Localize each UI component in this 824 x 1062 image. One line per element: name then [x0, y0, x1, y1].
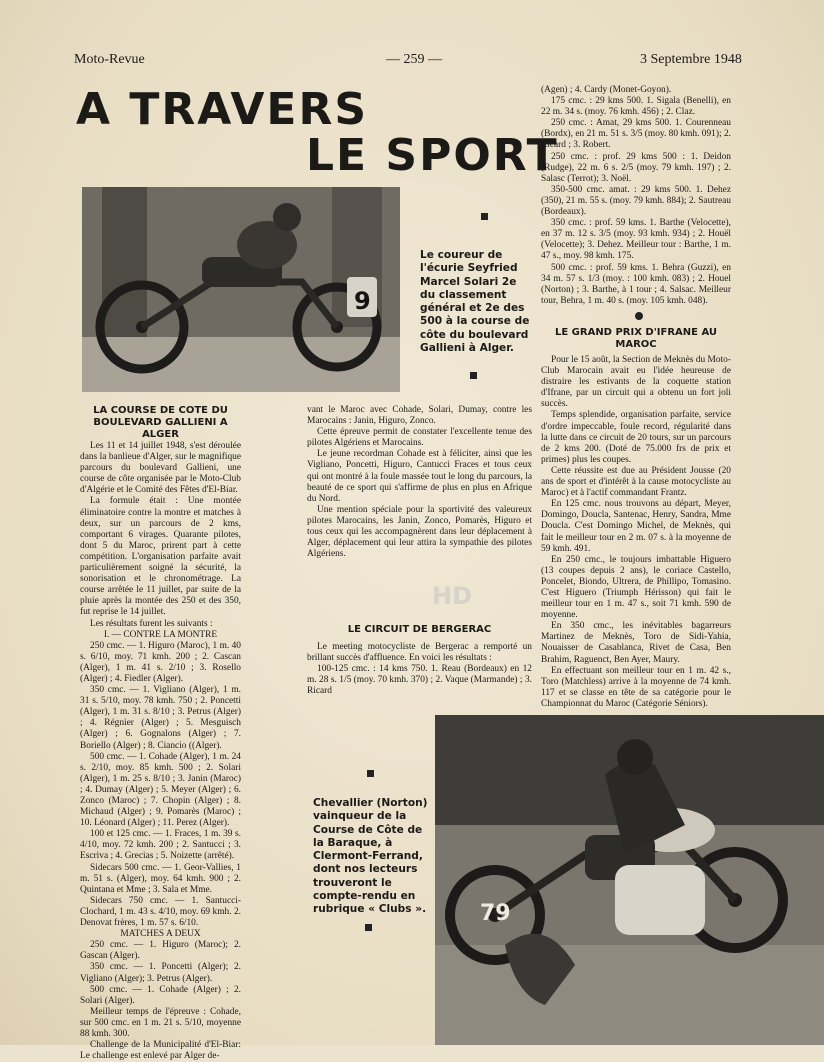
paragraph: Le meeting motocycliste de Bergerac a remporté un brillant succès d'affluence. En voici les résultats : — [307, 642, 532, 664]
result-line: 250 cmc. — 1. Higuro (Maroc); 2. Gascan (Alger). — [80, 940, 241, 962]
paragraph: En effectuant son meilleur tour en 1 m. 42 s., Toro (Matchless) arrive à la moyenne de 74 kmh. 117 et se classe en tête de sa catégorie pour le Championnat du Maroc (Catégorie Séniors). — [541, 665, 731, 709]
paragraph: Le jeune recordman Cohade est à féliciter, ainsi que les Vigliano, Poncetti, Higuro, Cantucci Fraces et tous ceux qui ont montré à la foule massée tout le long du parcours, la beauté de ce sport qui s'affirme de plus en plus en Afrique du Nord. — [307, 449, 532, 504]
paragraph: Une mention spéciale pour la sportivité des valeureux pilotes Marocains, les Janin, Zonco, Pomarès, Higuro et tous ceux qui les accompagnèrent dans leur déplacement à Alger, déplacement qui leur attira la sympathie des pilotes Algériens. — [307, 504, 532, 560]
result-line: 500 cmc. — 1. Cohade (Alger) ; 2. Solari (Alger). — [80, 984, 241, 1006]
title-line-1: A TRAVERS — [76, 84, 369, 135]
article-heading-ifrane: LE GRAND PRIX D'IFRANE AU MAROC — [554, 327, 717, 350]
paragraph: Challenge de la Municipalité d'El-Biar: Le challenge est enlevé par Alger de- — [80, 1040, 241, 1062]
photo-chevallier-motorcycle — [435, 715, 824, 1045]
issue-date: 3 Septembre 1948 — [640, 52, 742, 67]
solari-motorcycle-image — [82, 187, 400, 392]
result-line: 500 cmc. : prof. 59 kms. 1. Behra (Guzzi), en 34 m. 57 s. 1/3 (moy. : 100 kmh. 083) ; 2. Houel (Norton) ; 3. Barthe, à 1 tour ; 4. Salsac. Meilleur tour, Behra, 1 m. 40 s. (moy. 105 kmh. 048). — [541, 262, 731, 306]
photo-solari-motorcycle — [82, 187, 400, 392]
paragraph: Les résultats furent les suivants : — [90, 618, 213, 629]
article-heading-bergerac: LE CIRCUIT DE BERGERAC — [347, 624, 492, 635]
result-line: (Agen) ; 4. Cardy (Monet-Goyon). — [541, 85, 672, 95]
paragraph: La formule était : Une montée éliminatoire contre la montre et matches à deux, sur un parcours de 2 kms, comportant 6 virages. Quarante pilotes, dont 5 du Maroc, prirent part à cette compétition. L'organisation parfaite avait particulièrement soigné la sécurité, la sonorisation et le chronométrage. La course arrêtée le 11 juillet, par suite de la pluie après la montée des 250 et des 350, fut reprise le 14 juillet. — [80, 496, 241, 618]
paragraph: Cette épreuve permit de constater l'excellente tenue des pilotes Algériens et Marocains. — [307, 427, 532, 449]
result-line: 250 cmc. — 1. Higuro (Maroc), 1 m. 40 s. 6/10, moy. 71 kmh. 200 ; 2. Cascan (Alger), 1 m. 41 s. 2/10 ; 3. Rosello (Alger) ; 4. Fiedler (Alger). — [80, 640, 241, 684]
chevallier-motorcycle-image — [435, 715, 824, 1045]
subheading-matches-a-deux: MATCHES A DEUX — [120, 929, 201, 940]
title-line-2: LE SPORT — [306, 130, 559, 181]
result-line: 350 cmc. — 1. Poncetti (Alger); 2. Vigliano (Alger); 3. Petrus (Alger). — [80, 962, 241, 984]
photo-caption-solari: Le coureur de l'écurie Seyfried Marcel Solari 2e du classement général et 2e des 500 à la course de côte du boulevard Gallieni à Alger. — [420, 249, 530, 355]
result-line: 350-500 cmc. amat. : 29 kms 500. 1. Dehez (350), 21 m. 55 s. (moy. 79 kmh. 884); 2. Sautreau (Bordeaux). — [541, 184, 731, 218]
paragraph: Meilleur temps de l'épreuve : Cohade, sur 500 cmc. en 1 m. 21 s. 5/10, moyenne 88 kmh. 300. — [80, 1006, 241, 1039]
article-column-3 — [541, 85, 731, 307]
paragraph: Temps splendide, organisation parfaite, service d'ordre impeccable, foule record, régularité dans la lutte dans ce circuit de 20 tours, sur un parcours de 2 kms 200. (Doté de 75.000 frs de prix et primes) plus les coupes. — [541, 410, 731, 465]
bullet-square — [470, 372, 477, 379]
photo-caption-chevallier: Chevallier (Norton) vainqueur de la Course de Côte de la Baraque, à Clermont-Ferrand, dont nos lecteurs trouveront le compte-rendu en rubrique « Clubs ». — [313, 797, 428, 916]
watermark-text: HD — [432, 582, 473, 610]
magazine-name: Moto-Revue — [74, 52, 145, 67]
result-line: Sidecars 500 cmc. — 1. Geor-Vallies, 1 m. 51 s. (Alger), moy. 64 kmh. 900 ; 2. Quintana et Mme ; 3. Sala et Mme. — [80, 862, 241, 895]
bullet-square — [367, 770, 374, 777]
result-line: Sidecars 750 cmc. — 1. Santucci-Clochard, 1 m. 43 s. 4/10, moy. 69 kmh. 2. Denovat frères, 1 m. 57 s. 6/10. — [80, 895, 241, 929]
race-number-text: 9 — [354, 287, 371, 315]
result-line: 350 cmc. — 1. Vigliano (Alger), 1 m. 31 s. 5/10, moy. 78 kmh. 750 ; 2. Poncetti (Alger), 1 m. 31 s. 8/10 ; 3. Petrus (Alger) ; 4. Régnier (Alger) ; 5. Mesguisch (Alger) ; 6. Gognalons (Alger) ; 7. Boriello (Alger) ; 8. Ciancio ((Alger). — [80, 685, 241, 751]
bullet-square — [365, 924, 372, 931]
article-bergerac — [307, 624, 532, 697]
result-line: 100-125 cmc. : 14 kms 750. 1. Reau (Bordeaux) en 12 m. 28 s. 1/5 (moy. 70 kmh. 370) ; 2. Vaque (Marmande) ; 3. Ricard — [307, 664, 532, 697]
subheading-contre-la-montre: I. — CONTRE LA MONTRE — [103, 629, 218, 640]
paragraph: Les 11 et 14 juillet 1948, s'est déroulée dans la banlieue d'Alger, sur le magnifique parcours du boulevard Gallieni, une course de côte organisée par le Moto-Club d'Algérie et le Comité des Fêtes d'El-Biar. — [80, 441, 241, 496]
result-line: 100 et 125 cmc. — 1. Fraces, 1 m. 39 s. 4/10, moy. 72 kmh. 200 ; 2. Santucci ; 3. Escriva ; 4. Grecias ; 5. Noizette (arrêté). — [80, 829, 241, 862]
paragraph: Cette réussite est due au Président Jousse (20 ans de sport et d'intérêt à la cause motocycliste au Maroc) et à l'actif commandant Frantz. — [541, 465, 731, 499]
result-line: 500 cmc. — 1. Cohade (Alger), 1 m. 24 s. 2/10, moy. 85 kmh. 500 ; 2. Solari (Alger), 1 m. 25 s. 8/10 ; 3. Janin (Maroc) ; 4. Dumay (Alger) ; 5. Meyer (Alger) ; 6. Zonco (Maroc) ; 7. Chopin (Alger) ; 8. Michaud (Alger) ; 9. Pomarès (Maroc) ; 10. Léonard (Alger) ; 11. Perez (Alger). — [80, 751, 241, 829]
paragraph: En 350 cmc., les inévitables bagarreurs Martinez de Meknès, Toro de Sidi-Yahia, Nouaisser de Casablanca, Rivet de Casa, Ben Brahim, Raguenct, Ben Ayer, Maury. — [541, 621, 731, 665]
article-heading-gallieni: LA COURSE DE COTE DU BOULEVARD GALLIENI A ALGER — [93, 405, 228, 440]
page-number: — 259 — — [386, 52, 442, 67]
article-ifrane — [541, 327, 731, 710]
result-line: 175 cmc. : 29 kms 500. 1. Sigala (Benelli), en 22 m. 34 s. (moy. 76 kmh. 456) ; 2. Claz. — [541, 96, 731, 118]
paragraph: vant le Maroc avec Cohade, Solari, Dumay, contre les Marocains : Janin, Higuro, Zonco. — [307, 405, 532, 427]
bullet-dot — [635, 312, 643, 320]
paragraph: Pour le 15 août, la Section de Meknès du Moto-Club Marocain avait eu l'idée heureuse de distraire les estivants de la coquette station d'Ifrane, par un circuit qui a obtenu un fort joli succès. — [541, 355, 731, 410]
result-line: 250 cmc. : prof. 29 kms 500 : 1. Deidon (Rudge), 22 m. 6 s. 2/5 (moy. 79 kmh. 197) ; 2. Salasc (Terrot); 3. Noël. — [541, 151, 731, 184]
race-number-text: 79 — [480, 901, 511, 926]
article-column-1 — [80, 405, 241, 1062]
paragraph: En 250 cmc., le toujours imbattable Higuero (13 coupes depuis 2 ans), le coriace Castello, Poncelet, Biondo, Ultrera, de Phillipo, Tomasino. C'est Higuero (Triumph Hérisson) qui fait le meilleur tour en 1 m. 47 s., soit 71 kmh. 590 de moyenne. — [541, 554, 731, 621]
result-line: 250 cmc. : Amat, 29 kms 500. 1. Courenneau (Bordx), en 21 m. 51 s. 3/5 (moy. 80 kmh. 091); 2. Ricard ; 3. Robert. — [541, 118, 731, 151]
article-column-2 — [307, 405, 532, 560]
result-line: 350 cmc. : prof. 59 kms. 1. Barthe (Velocette), en 37 m. 12 s. 3/5 (moy. 93 kmh. 934) ; 2. Houël (Velocette); 3. Dehez. Meilleur tour : Barthe, 1 m. 47 s., moy. 98 kmh. 175. — [541, 218, 731, 262]
bullet-square — [481, 213, 488, 220]
paragraph: En 125 cmc. nous trouvons au départ, Meyer, Domingo, Doucla, Santenac, Henry, Sandra, Mme Doucla. C'est Domingo Michel, de Meknès, qui fait le meilleur tour en 2 m. 07 s. à la moyenne de 59 kmh. 491. — [541, 499, 731, 554]
